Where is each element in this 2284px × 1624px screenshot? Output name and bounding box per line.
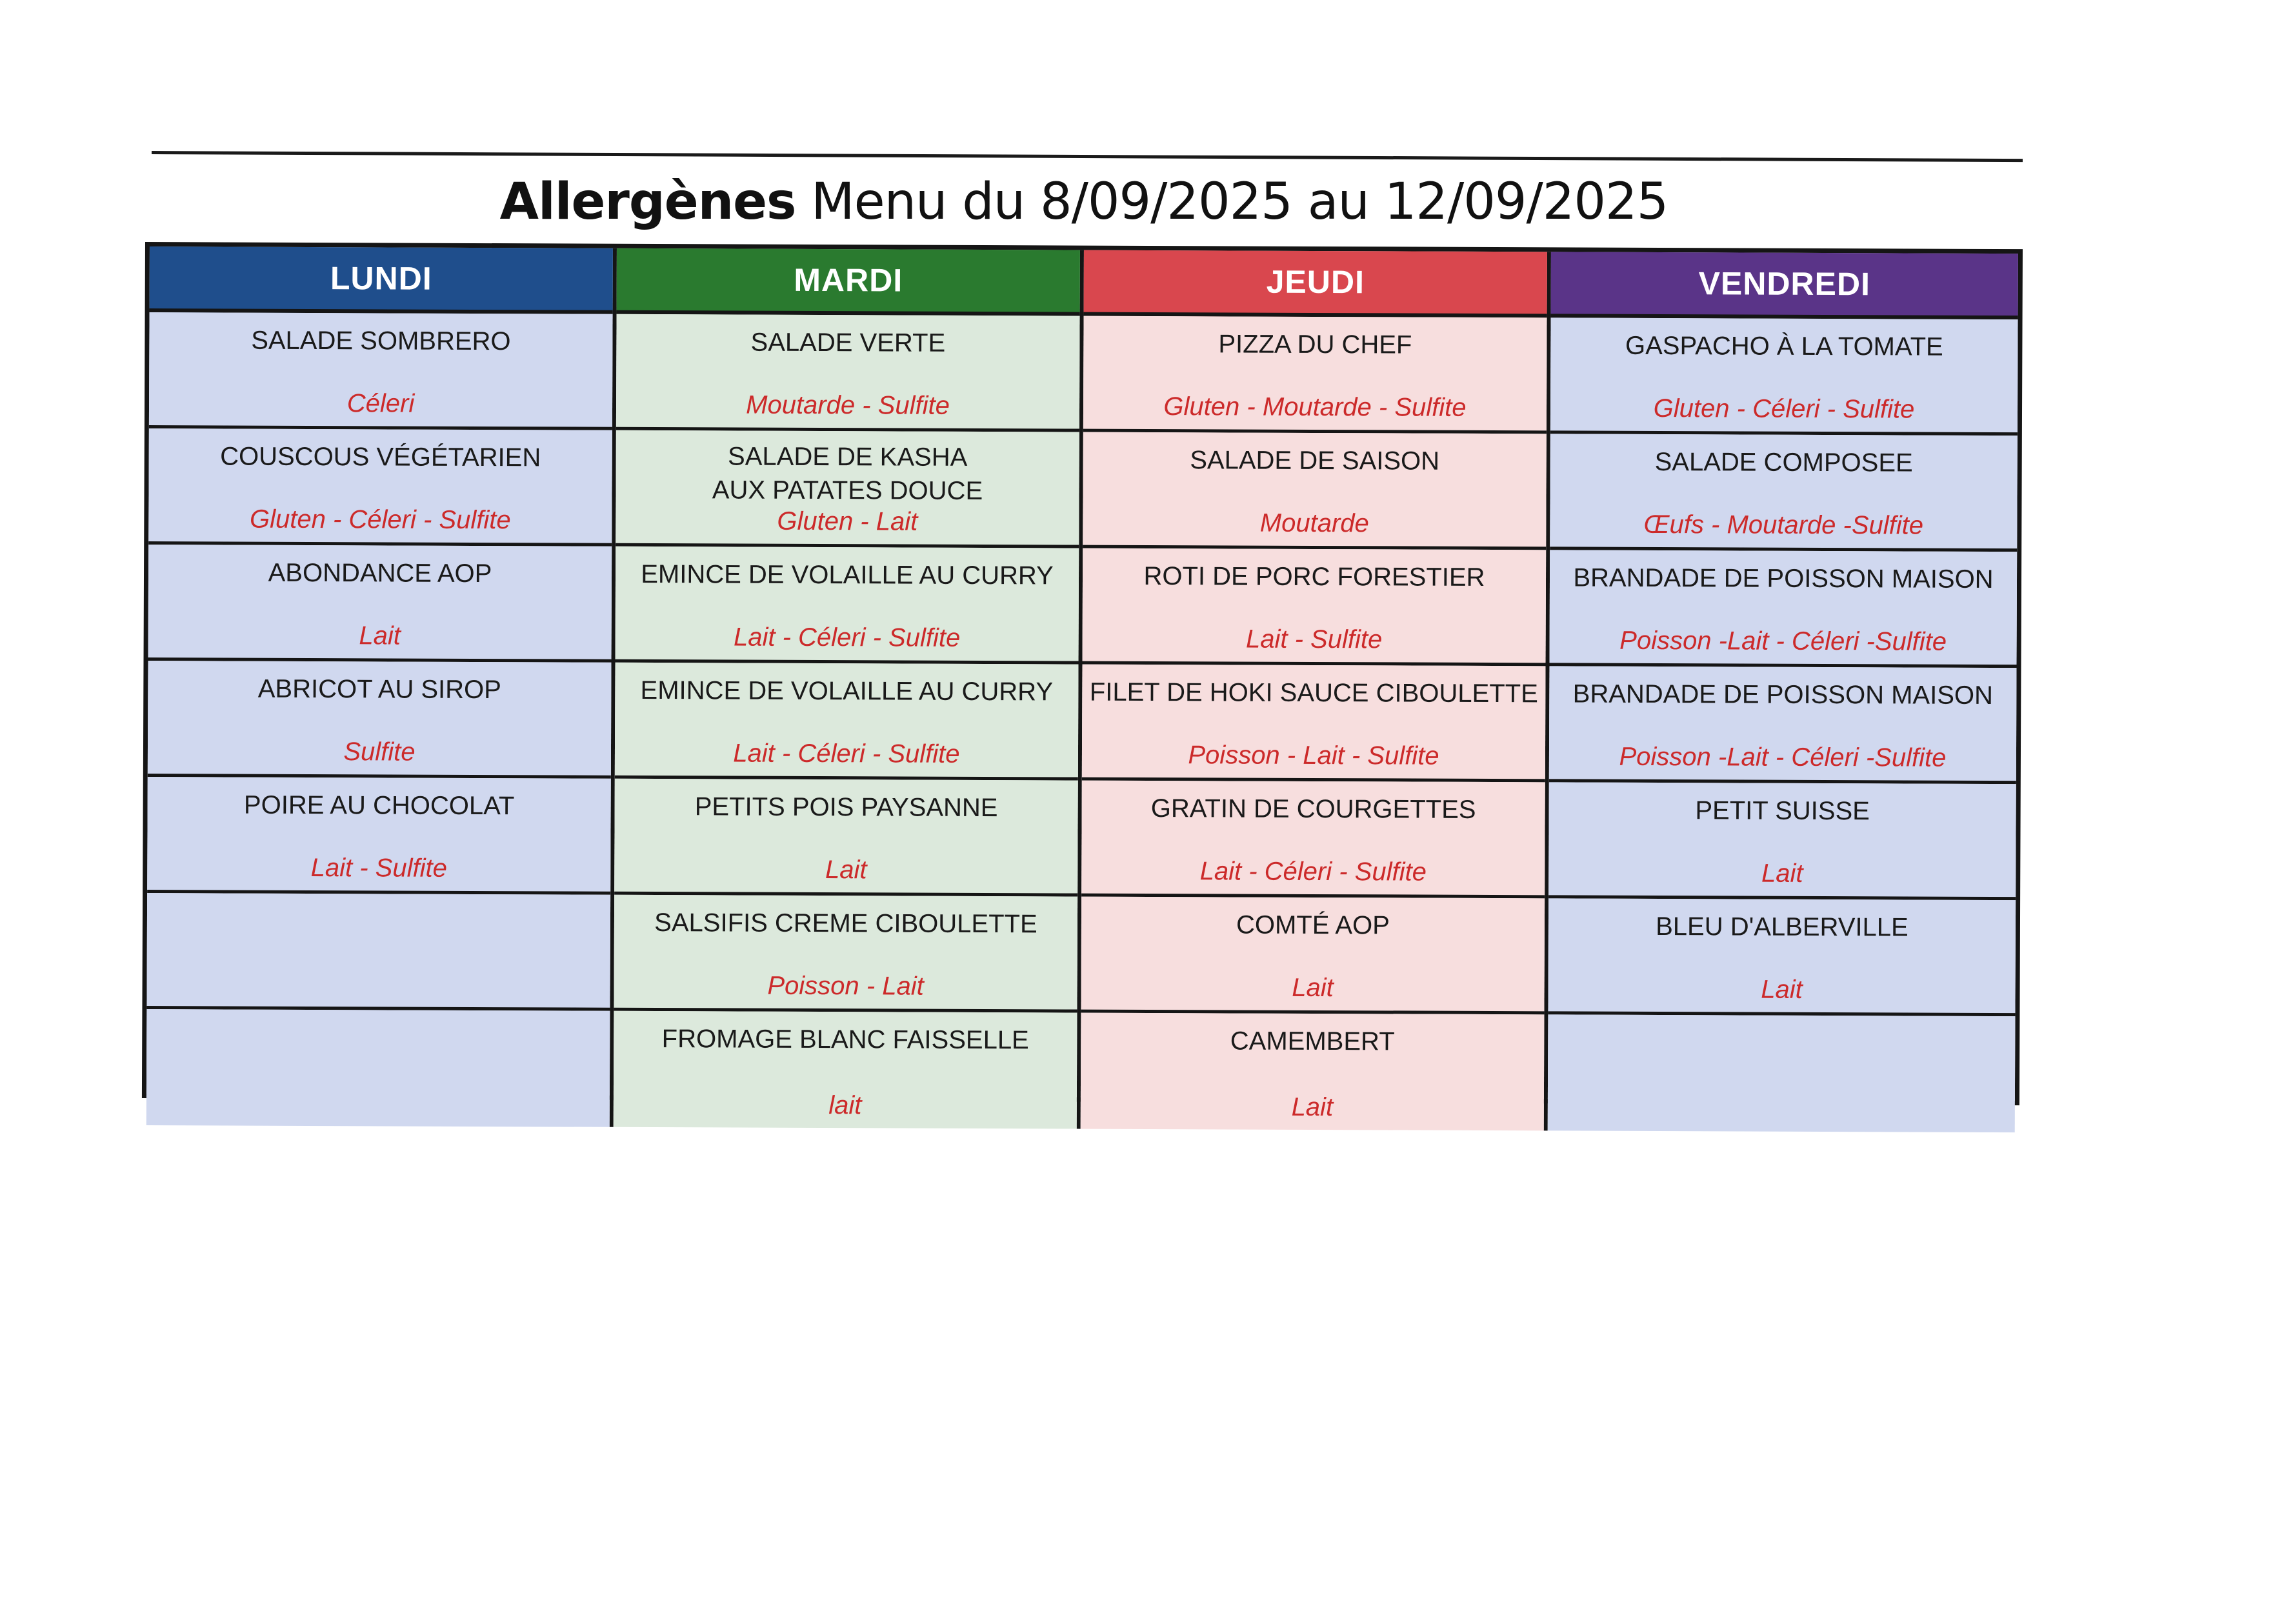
day-column-vendredi [1548, 252, 2018, 1132]
day-header-vendredi: VENDREDI [1551, 252, 2018, 319]
dish-name: FILET DE HOKI SAUCE CIBOULETTE [1089, 677, 1538, 708]
dish-name: COMTÉ AOP [1236, 910, 1390, 940]
menu-cell [614, 1011, 1077, 1129]
menu-cell [1081, 897, 1545, 1015]
menu-cell-empty [146, 1009, 610, 1127]
menu-cell [1550, 434, 2018, 552]
allergen-list: Lait - Céleri - Sulfite [733, 623, 961, 652]
menu-cell [1549, 666, 2017, 784]
allergen-list: Lait - Sulfite [310, 853, 447, 883]
menu-cell [1549, 550, 2017, 668]
allergen-list: Lait - Céleri - Sulfite [1199, 857, 1427, 887]
dish-name: ROTI DE PORC FORESTIER [1143, 561, 1485, 592]
menu-cell [616, 546, 1079, 665]
allergen-list: Œufs - Moutarde -Sulfite [1643, 510, 1924, 540]
allergen-list: Lait [825, 856, 867, 885]
dish-name: BLEU D'ALBERVILLE [1656, 912, 1908, 942]
dish-name: POIRE AU CHOCOLAT [243, 790, 515, 821]
day-column-mardi [614, 248, 1084, 1129]
menu-cell [615, 663, 1079, 781]
allergen-list: Gluten - Moutarde - Sulfite [1163, 392, 1467, 422]
allergen-list: Lait - Sulfite [1245, 625, 1383, 654]
allergen-list: Poisson -Lait - Céleri -Sulfite [1619, 626, 1947, 656]
dish-name: PIZZA DU CHEF [1218, 330, 1412, 359]
allergen-list: Lait [359, 621, 401, 650]
allergen-list: Lait [1761, 859, 1803, 888]
dish-name: BRANDADE DE POISSON MAISON [1573, 563, 1994, 594]
allergen-list: Poisson -Lait - Céleri -Sulfite [1619, 742, 1947, 772]
menu-cell [1082, 665, 1546, 783]
allergen-list: Lait [1291, 1092, 1334, 1122]
day-column-lundi [146, 246, 617, 1127]
dish-name: ABRICOT AU SIROP [257, 674, 501, 705]
menu-cell [616, 430, 1079, 548]
dish-name: SALADE VERTE [750, 328, 946, 357]
menu-cell [148, 428, 612, 546]
title-bold: Allergènes [499, 173, 796, 231]
dish-name: SALADE SOMBRERO [251, 326, 511, 356]
dish-name: GASPACHO À LA TOMATE [1625, 331, 1943, 361]
allergen-list: Moutarde [1259, 508, 1369, 538]
allergen-list: Poisson - Lait [767, 971, 924, 1001]
title-rest: Menu du 8/09/2025 au 12/09/2025 [796, 173, 1668, 231]
menu-cell [148, 661, 612, 779]
menu-cell [1081, 1013, 1545, 1131]
dish-name: CAMEMBERT [1230, 1027, 1395, 1056]
dish-name: COUSCOUS VÉGÉTARIEN [220, 442, 541, 472]
dish-name: SALADE COMPOSEE [1654, 447, 1913, 477]
allergen-list: Lait [1292, 973, 1334, 1003]
allergen-list: Gluten - Céleri - Sulfite [249, 505, 511, 535]
dish-name: BRANDADE DE POISSON MAISON [1572, 679, 1994, 710]
menu-cell [1083, 316, 1547, 434]
menu-cell-empty [1548, 1014, 2016, 1132]
dish-name: EMINCE DE VOLAILLE AU CURRY [640, 676, 1054, 707]
menu-cell [1083, 432, 1547, 550]
day-column-jeudi [1081, 250, 1551, 1131]
dish-name: PETIT SUISSE [1695, 796, 1870, 826]
menu-cell [614, 779, 1078, 897]
menu-cell [149, 312, 613, 430]
dish-name: GRATIN DE COURGETTES [1150, 794, 1476, 824]
menu-cell [1081, 781, 1545, 899]
allergen-list: lait [828, 1091, 862, 1120]
day-header-lundi: LUNDI [150, 246, 613, 314]
dish-name: ABONDANCE AOP [268, 558, 492, 588]
menu-cell [1082, 548, 1546, 667]
menu-cell [1550, 317, 2018, 436]
day-header-jeudi: JEUDI [1084, 250, 1547, 318]
allergen-list: Poisson - Lait - Sulfite [1188, 741, 1439, 770]
allergen-list: Gluten - Lait [777, 506, 918, 536]
menu-cell [148, 545, 612, 663]
menu-cell [616, 314, 1080, 432]
allergen-list: Moutarde - Sulfite [746, 390, 950, 420]
allergen-list: Lait - Céleri - Sulfite [733, 739, 960, 768]
day-header-mardi: MARDI [617, 248, 1080, 316]
allergen-list: Lait [1761, 975, 1803, 1004]
dish-name: FROMAGE BLANC FAISSELLE [661, 1025, 1029, 1055]
menu-cell [1548, 898, 2016, 1016]
allergen-list: Gluten - Céleri - Sulfite [1653, 394, 1915, 424]
menu-cell [147, 777, 611, 895]
allergen-list: Sulfite [343, 737, 416, 767]
dish-name: SALADE DE SAISON [1190, 446, 1440, 476]
top-rule [152, 151, 2023, 162]
dish-name: PETITS POIS PAYSANNE [694, 792, 998, 823]
allergen-list: Céleri [346, 389, 415, 418]
dish-name: EMINCE DE VOLAILLE AU CURRY [641, 559, 1054, 590]
page-title [0, 173, 2168, 231]
dish-name: SALADE DE KASHA AUX PATATES DOUCE [712, 442, 983, 505]
menu-cell-empty [146, 893, 610, 1011]
menu-table [142, 242, 2023, 1122]
menu-cell [614, 895, 1077, 1013]
menu-cell [1548, 782, 2016, 900]
dish-name: SALSIFIS CREME CIBOULETTE [654, 908, 1037, 939]
